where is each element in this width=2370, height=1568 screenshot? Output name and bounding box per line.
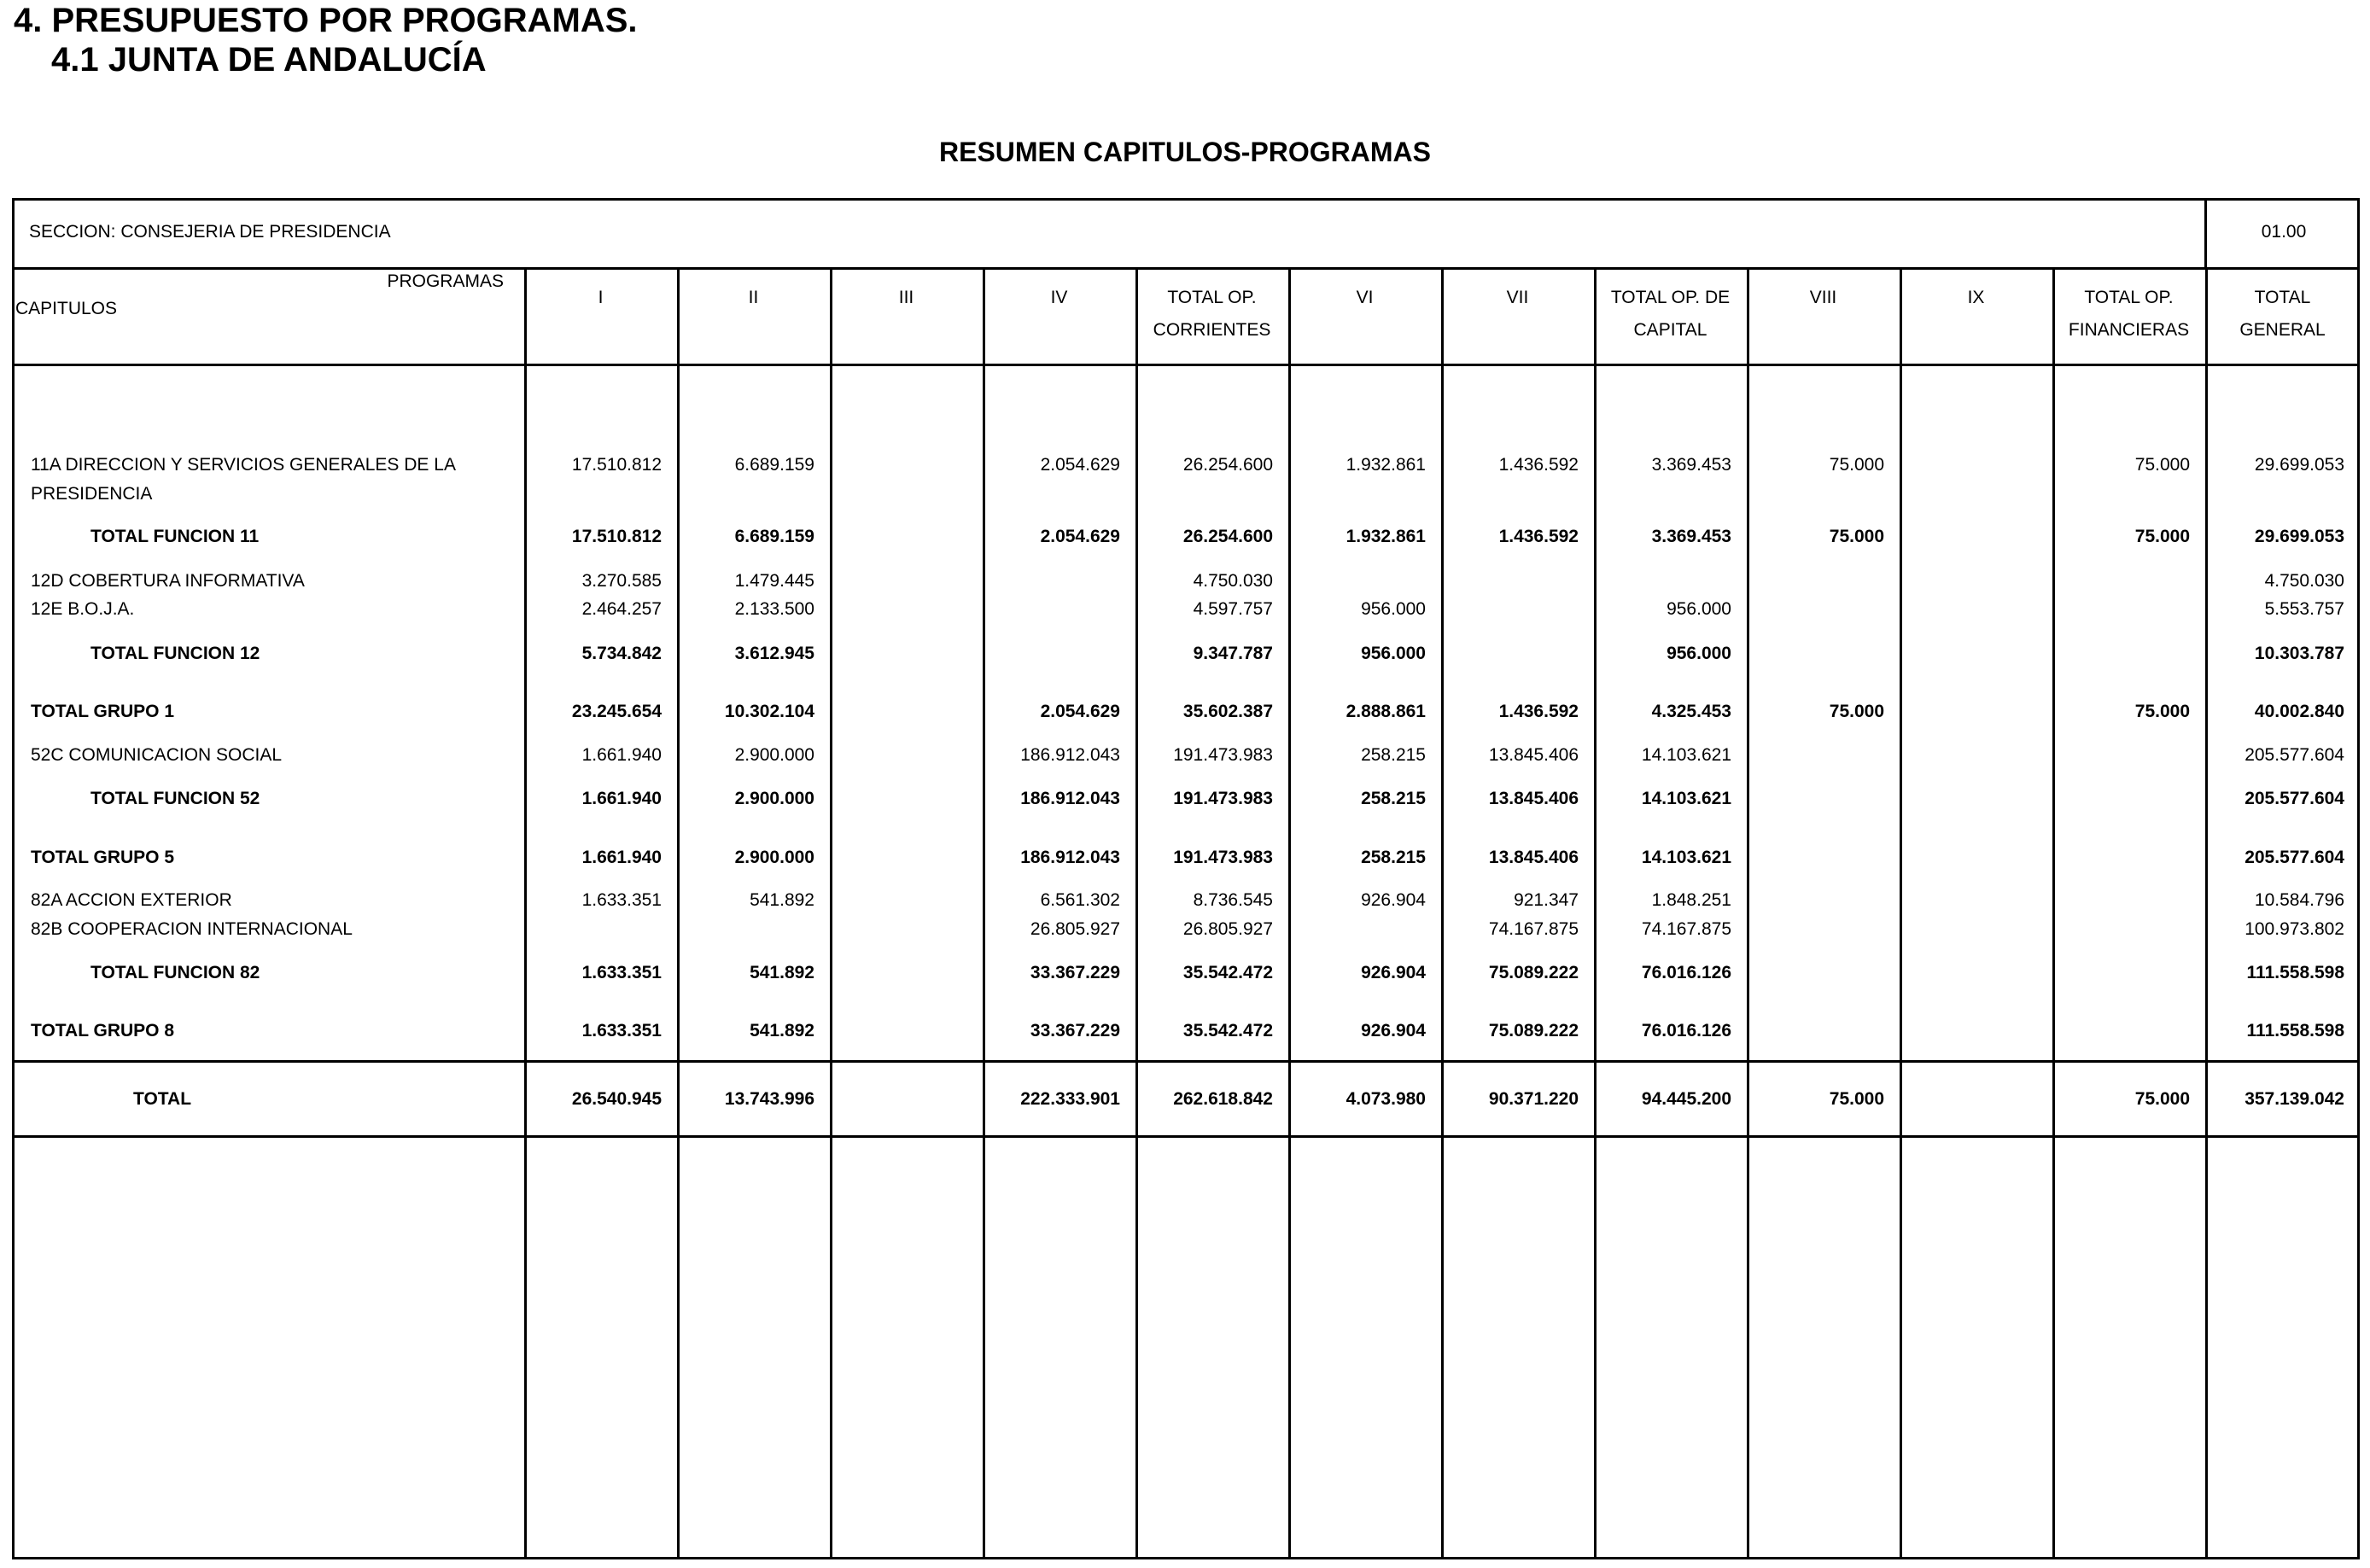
cell-value: 100.973.802 xyxy=(2244,919,2344,939)
cell-value: 33.367.229 xyxy=(1030,963,1120,982)
column-header-line1: VI xyxy=(1356,288,1374,307)
row-label: 12E B.O.J.A. xyxy=(31,599,135,619)
cell-value: 35.542.472 xyxy=(1182,1021,1273,1040)
cell-value: 4.073.980 xyxy=(1346,1089,1426,1109)
column-header-line1: III xyxy=(898,288,914,307)
cell-value: 10.302.104 xyxy=(724,702,814,721)
table-total-row xyxy=(0,959,2370,988)
cell-value: 541.892 xyxy=(750,890,814,910)
page-subtitle: 4.1 JUNTA DE ANDALUCÍA xyxy=(51,41,487,79)
cell-value: 94.445.200 xyxy=(1641,1089,1731,1109)
cell-value: 1.932.861 xyxy=(1346,527,1426,546)
cell-value: 205.577.604 xyxy=(2244,789,2344,808)
table-row xyxy=(0,915,2370,944)
row-label: TOTAL FUNCION 12 xyxy=(90,644,260,663)
cell-value: 1.436.592 xyxy=(1498,527,1579,546)
cell-value: 26.254.600 xyxy=(1182,455,1273,475)
cell-value: 1.661.940 xyxy=(581,848,662,867)
table-total-row xyxy=(0,697,2370,726)
cell-value: 956.000 xyxy=(1667,599,1731,619)
cell-value: 5.734.842 xyxy=(581,644,662,663)
page-title: 4. PRESUPUESTO POR PROGRAMAS. xyxy=(14,2,638,39)
cell-value: 1.479.445 xyxy=(734,571,814,591)
cell-value: 2.464.257 xyxy=(581,599,662,619)
cell-value: 2.900.000 xyxy=(734,789,814,808)
table-total-row xyxy=(0,784,2370,813)
column-header-line1: TOTAL OP. xyxy=(1167,288,1257,307)
cell-value: 1.633.351 xyxy=(581,963,662,982)
section-code-divider xyxy=(2204,198,2207,268)
cell-value: 262.618.842 xyxy=(1173,1089,1273,1109)
table-total-row xyxy=(0,522,2370,551)
cell-value: 75.000 xyxy=(2134,1089,2190,1109)
cell-value: 26.805.927 xyxy=(1182,919,1273,939)
cell-value: 956.000 xyxy=(1667,644,1731,663)
column-header xyxy=(2052,282,2205,347)
cell-value: 14.103.621 xyxy=(1641,745,1731,765)
cell-value: 2.888.861 xyxy=(1346,702,1426,721)
row-label: TOTAL xyxy=(133,1089,192,1109)
cell-value: 17.510.812 xyxy=(571,455,662,475)
row-label: 52C COMUNICACION SOCIAL xyxy=(31,745,283,765)
cell-value: 926.904 xyxy=(1361,890,1426,910)
cell-value: 75.000 xyxy=(1829,527,1884,546)
cell-value: 205.577.604 xyxy=(2244,745,2344,765)
table-total-row xyxy=(0,1085,2370,1114)
cell-value: 1.436.592 xyxy=(1498,702,1579,721)
cell-value: 13.845.406 xyxy=(1488,745,1579,765)
column-header-line2: GENERAL xyxy=(2239,320,2326,340)
cell-value: 29.699.053 xyxy=(2254,527,2344,546)
cell-value: 35.542.472 xyxy=(1182,963,1273,982)
cell-value: 9.347.787 xyxy=(1193,644,1273,663)
column-header xyxy=(1594,282,1747,347)
header-divider xyxy=(12,364,2360,366)
cell-value: 4.750.030 xyxy=(1193,571,1273,591)
table-row xyxy=(0,451,2370,504)
section-label: SECCION: CONSEJERIA DE PRESIDENCIA xyxy=(29,222,391,242)
cell-value: 186.912.043 xyxy=(1020,745,1120,765)
column-header-line2: CAPITAL xyxy=(1633,320,1707,340)
row-label: 11A DIRECCION Y SERVICIOS GENERALES DE LA xyxy=(31,455,456,475)
cell-value: 17.510.812 xyxy=(571,527,662,546)
column-header-line2: FINANCIERAS xyxy=(2068,320,2190,340)
cell-value: 186.912.043 xyxy=(1020,789,1120,808)
column-header xyxy=(677,282,830,314)
table-total-row xyxy=(0,1017,2370,1046)
cell-value: 8.736.545 xyxy=(1193,890,1273,910)
row-label: TOTAL GRUPO 1 xyxy=(31,702,175,721)
cell-value: 111.558.598 xyxy=(2246,1021,2344,1040)
column-header xyxy=(983,282,1135,314)
cell-value: 4.597.757 xyxy=(1193,599,1273,619)
column-header xyxy=(524,282,677,314)
cell-value: 2.900.000 xyxy=(734,745,814,765)
table-row xyxy=(0,595,2370,624)
column-header-line1: VIII xyxy=(1809,288,1837,307)
cell-value: 926.904 xyxy=(1361,963,1426,982)
cell-value: 926.904 xyxy=(1361,1021,1426,1040)
cell-value: 921.347 xyxy=(1514,890,1579,910)
row-label: 82A ACCION EXTERIOR xyxy=(31,890,232,910)
cell-value: 35.602.387 xyxy=(1182,702,1273,721)
cell-value: 76.016.126 xyxy=(1641,1021,1731,1040)
cell-value: 90.371.220 xyxy=(1488,1089,1579,1109)
cell-value: 186.912.043 xyxy=(1020,848,1120,867)
cell-value: 6.689.159 xyxy=(734,455,814,475)
cell-value: 75.000 xyxy=(1829,1089,1884,1109)
column-header xyxy=(1288,282,1441,314)
cell-value: 1.661.940 xyxy=(581,745,662,765)
cell-value: 4.750.030 xyxy=(2264,571,2344,591)
cell-value: 541.892 xyxy=(750,963,814,982)
cell-value: 74.167.875 xyxy=(1488,919,1579,939)
corner-label-programas: PROGRAMAS xyxy=(387,271,504,291)
row-label: TOTAL GRUPO 8 xyxy=(31,1021,175,1040)
row-label: TOTAL FUNCION 52 xyxy=(90,789,260,808)
cell-value: 13.845.406 xyxy=(1488,848,1579,867)
cell-value: 205.577.604 xyxy=(2244,848,2344,867)
cell-value: 14.103.621 xyxy=(1641,848,1731,867)
budget-table-frame xyxy=(12,198,2360,1559)
cell-value: 75.000 xyxy=(1829,702,1884,721)
cell-value: 956.000 xyxy=(1361,644,1426,663)
cell-value: 40.002.840 xyxy=(2254,702,2344,721)
cell-value: 1.436.592 xyxy=(1498,455,1579,475)
cell-value: 14.103.621 xyxy=(1641,789,1731,808)
section-code: 01.00 xyxy=(2261,222,2307,242)
column-header-line1: TOTAL OP. xyxy=(2084,288,2174,307)
row-label: 12D COBERTURA INFORMATIVA xyxy=(31,571,305,591)
cell-value: 956.000 xyxy=(1361,599,1426,619)
column-header xyxy=(1441,282,1594,314)
table-row xyxy=(0,886,2370,915)
column-header-line1: VII xyxy=(1506,288,1529,307)
cell-value: 2.133.500 xyxy=(734,599,814,619)
column-header-line1: TOTAL OP. DE xyxy=(1610,288,1731,307)
cell-value: 2.054.629 xyxy=(1040,455,1120,475)
cell-value: 75.000 xyxy=(2134,702,2190,721)
cell-value: 26.805.927 xyxy=(1030,919,1120,939)
total-divider-bottom xyxy=(12,1135,2360,1138)
cell-value: 1.932.861 xyxy=(1346,455,1426,475)
column-header-line1: TOTAL xyxy=(2254,288,2311,307)
cell-value: 13.845.406 xyxy=(1488,789,1579,808)
cell-value: 23.245.654 xyxy=(571,702,662,721)
total-divider-top xyxy=(12,1060,2360,1063)
column-header xyxy=(1900,282,2052,314)
cell-value: 3.270.585 xyxy=(581,571,662,591)
cell-value: 10.303.787 xyxy=(2254,644,2344,663)
column-header-line1: I xyxy=(598,288,604,307)
cell-value: 3.369.453 xyxy=(1651,455,1731,475)
cell-value: 111.558.598 xyxy=(2246,963,2344,982)
column-header xyxy=(1135,282,1288,347)
cell-value: 26.540.945 xyxy=(571,1089,662,1109)
cell-value: 1.661.940 xyxy=(581,789,662,808)
cell-value: 29.699.053 xyxy=(2254,455,2344,475)
cell-value: 75.000 xyxy=(1829,455,1884,475)
cell-value: 33.367.229 xyxy=(1030,1021,1120,1040)
cell-value: 3.369.453 xyxy=(1651,527,1731,546)
column-header-line2: CORRIENTES xyxy=(1153,320,1271,340)
cell-value: 191.473.983 xyxy=(1173,745,1273,765)
cell-value: 258.215 xyxy=(1361,745,1426,765)
cell-value: 1.633.351 xyxy=(581,890,662,910)
table-row xyxy=(0,741,2370,770)
cell-value: 541.892 xyxy=(750,1021,814,1040)
cell-value: 258.215 xyxy=(1361,848,1426,867)
cell-value: 26.254.600 xyxy=(1182,527,1273,546)
cell-value: 3.612.945 xyxy=(734,644,814,663)
cell-value: 222.333.901 xyxy=(1020,1089,1120,1109)
cell-value: 75.089.222 xyxy=(1488,963,1579,982)
row-label: TOTAL FUNCION 11 xyxy=(90,527,260,546)
cell-value: 6.561.302 xyxy=(1040,890,1120,910)
column-header xyxy=(830,282,983,314)
cell-value: 191.473.983 xyxy=(1173,789,1273,808)
report-title: RESUMEN CAPITULOS-PROGRAMAS xyxy=(938,137,1431,167)
row-label-continued: PRESIDENCIA xyxy=(31,484,153,504)
cell-value: 2.054.629 xyxy=(1040,527,1120,546)
table-row xyxy=(0,567,2370,596)
cell-value: 258.215 xyxy=(1361,789,1426,808)
cell-value: 2.900.000 xyxy=(734,848,814,867)
cell-value: 191.473.983 xyxy=(1173,848,1273,867)
column-header-line1: II xyxy=(748,288,759,307)
cell-value: 5.553.757 xyxy=(2264,599,2344,619)
column-header xyxy=(2205,282,2360,347)
cell-value: 6.689.159 xyxy=(734,527,814,546)
cell-value: 1.848.251 xyxy=(1651,890,1731,910)
cell-value: 75.000 xyxy=(2134,527,2190,546)
cell-value: 13.743.996 xyxy=(724,1089,814,1109)
row-label: TOTAL GRUPO 5 xyxy=(31,848,175,867)
cell-value: 75.000 xyxy=(2134,455,2190,475)
cell-value: 357.139.042 xyxy=(2244,1089,2344,1109)
table-total-row xyxy=(0,639,2370,668)
cell-value: 4.325.453 xyxy=(1651,702,1731,721)
column-header xyxy=(1747,282,1900,314)
column-header-line1: IX xyxy=(1967,288,1985,307)
table-total-row xyxy=(0,843,2370,872)
row-label: 82B COOPERACION INTERNACIONAL xyxy=(31,919,353,939)
cell-value: 74.167.875 xyxy=(1641,919,1731,939)
cell-value: 1.633.351 xyxy=(581,1021,662,1040)
corner-label-capitulos: CAPITULOS xyxy=(15,299,118,318)
row-label: TOTAL FUNCION 82 xyxy=(90,963,260,982)
cell-value: 10.584.796 xyxy=(2254,890,2344,910)
cell-value: 76.016.126 xyxy=(1641,963,1731,982)
column-header-line1: IV xyxy=(1050,288,1068,307)
cell-value: 2.054.629 xyxy=(1040,702,1120,721)
cell-value: 75.089.222 xyxy=(1488,1021,1579,1040)
